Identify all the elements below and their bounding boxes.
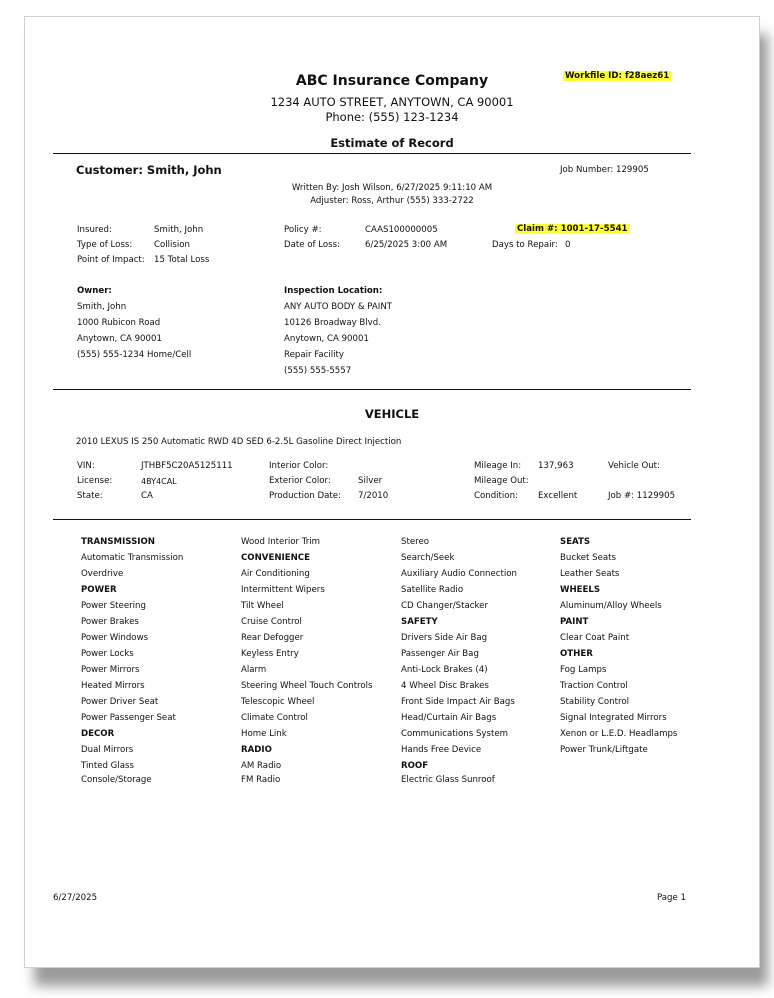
inspection-heading: Inspection Location: bbox=[284, 286, 383, 296]
owner-line: Anytown, CA 90001 bbox=[77, 334, 162, 344]
option-item: Stability Control bbox=[560, 697, 629, 707]
workfile-label: Workfile ID: bbox=[565, 71, 622, 81]
option-item: Alarm bbox=[241, 665, 267, 675]
policy-label: Policy #: bbox=[284, 225, 322, 235]
job-number-vehicle: Job #: 1129905 bbox=[608, 491, 676, 501]
production-date-label: Production Date: bbox=[269, 491, 341, 501]
option-item: Fog Lamps bbox=[560, 665, 607, 675]
vehicle-divider bbox=[53, 519, 691, 520]
option-item: Tilt Wheel bbox=[241, 601, 284, 611]
option-item: Anti-Lock Brakes (4) bbox=[401, 665, 488, 675]
option-category: SAFETY bbox=[401, 617, 438, 627]
mileage-out-label: Mileage Out: bbox=[474, 476, 529, 486]
mileage-in-label: Mileage In: bbox=[474, 461, 522, 471]
option-category: WHEELS bbox=[560, 585, 601, 595]
option-item: Front Side Impact Air Bags bbox=[401, 697, 515, 707]
vehicle-out-label: Vehicle Out: bbox=[608, 461, 660, 471]
condition-label: Condition: bbox=[474, 491, 518, 501]
option-item: Auxiliary Audio Connection bbox=[401, 569, 517, 579]
option-item: Power Driver Seat bbox=[81, 697, 159, 707]
option-item: Bucket Seats bbox=[560, 553, 616, 563]
job-number: Job Number: 129905 bbox=[560, 165, 649, 175]
loss-type-label: Type of Loss: bbox=[77, 240, 133, 250]
option-category: OTHER bbox=[560, 649, 593, 659]
option-item: Clear Coat Paint bbox=[560, 633, 630, 643]
option-item: Home Link bbox=[241, 729, 287, 739]
license-label: License: bbox=[77, 476, 113, 486]
option-item: Rear Defogger bbox=[241, 633, 304, 643]
option-item: Stereo bbox=[401, 537, 430, 547]
option-item: Climate Control bbox=[241, 713, 308, 723]
option-item: Leather Seats bbox=[560, 569, 620, 579]
option-category: CONVENIENCE bbox=[241, 553, 310, 563]
owner-line: (555) 555-1234 Home/Cell bbox=[77, 350, 192, 360]
document-title: Estimate of Record bbox=[330, 136, 454, 150]
company-name: ABC Insurance Company bbox=[295, 73, 489, 89]
loss-date-value: 6/25/2025 3:00 AM bbox=[365, 240, 448, 250]
option-item: Heated Mirrors bbox=[81, 681, 145, 691]
option-item: Power Windows bbox=[81, 633, 149, 643]
option-item: Traction Control bbox=[560, 681, 628, 691]
option-item: Passenger Air Bag bbox=[401, 649, 479, 659]
option-category: TRANSMISSION bbox=[81, 537, 155, 547]
option-item: Power Locks bbox=[81, 649, 134, 659]
header-divider bbox=[53, 153, 691, 154]
customer-name: Customer: Smith, John bbox=[76, 163, 222, 177]
option-item: Head/Curtain Air Bags bbox=[401, 713, 497, 723]
option-item: Communications System bbox=[401, 729, 508, 739]
vin-label: VIN: bbox=[77, 461, 95, 471]
policy-value: CAAS100000005 bbox=[365, 225, 438, 235]
company-address: 1234 AUTO STREET, ANYTOWN, CA 90001 bbox=[270, 95, 514, 109]
claim-label: Claim #: bbox=[517, 224, 558, 234]
option-item: Cruise Control bbox=[241, 617, 302, 627]
owner-line: 1000 Rubicon Road bbox=[77, 318, 161, 328]
option-item: Console/Storage bbox=[81, 775, 152, 785]
owner-line: Smith, John bbox=[77, 302, 127, 312]
option-item: FM Radio bbox=[241, 775, 281, 785]
mileage-in-value: 137,963 bbox=[538, 461, 574, 471]
option-item: 4 Wheel Disc Brakes bbox=[401, 681, 489, 691]
option-item: Power Brakes bbox=[81, 617, 139, 627]
insured-value: Smith, John bbox=[154, 225, 204, 235]
vehicle-heading: VEHICLE bbox=[364, 407, 420, 421]
exterior-color-label: Exterior Color: bbox=[269, 476, 331, 486]
days-to-repair-label: Days to Repair: bbox=[492, 240, 558, 250]
option-item: Intermittent Wipers bbox=[241, 585, 325, 595]
vehicle-description: 2010 LEXUS IS 250 Automatic RWD 4D SED 6-2.5L Gasoline Direct Injection bbox=[76, 437, 402, 447]
inspection-line: ANY AUTO BODY & PAINT bbox=[284, 302, 392, 312]
option-item: Satellite Radio bbox=[401, 585, 464, 595]
option-category: RADIO bbox=[241, 745, 272, 755]
license-value: 4BY4CAL bbox=[141, 477, 177, 486]
claim-value: 1001-17-5541 bbox=[560, 224, 628, 234]
condition-value: Excellent bbox=[538, 491, 578, 501]
option-item: Wood Interior Trim bbox=[241, 537, 321, 547]
option-item: Keyless Entry bbox=[241, 649, 299, 659]
option-item: Power Passenger Seat bbox=[81, 713, 176, 723]
claim-number bbox=[515, 224, 630, 234]
option-item: Tinted Glass bbox=[81, 761, 134, 771]
option-item: AM Radio bbox=[241, 761, 282, 771]
owner-divider bbox=[53, 389, 691, 390]
option-item: Air Conditioning bbox=[241, 569, 310, 579]
option-item: Xenon or L.E.D. Headlamps bbox=[560, 729, 678, 739]
loss-type-value: Collision bbox=[154, 240, 190, 250]
option-item: Steering Wheel Touch Controls bbox=[241, 681, 373, 691]
option-item: Electric Glass Sunroof bbox=[401, 775, 495, 785]
option-item: Power Steering bbox=[81, 601, 146, 611]
state-label: State: bbox=[77, 491, 103, 501]
option-item: Search/Seek bbox=[401, 553, 455, 563]
option-item: Power Trunk/Liftgate bbox=[560, 745, 648, 755]
option-item: CD Changer/Stacker bbox=[401, 601, 488, 611]
vin-value: JTHBF5C20A5125111 bbox=[141, 461, 233, 471]
impact-label: Point of Impact: bbox=[77, 255, 145, 265]
option-item: Telescopic Wheel bbox=[241, 697, 315, 707]
workfile-id bbox=[563, 71, 671, 81]
insured-label: Insured: bbox=[77, 225, 112, 235]
workfile-value: f28aez61 bbox=[624, 71, 670, 81]
loss-date-label: Date of Loss: bbox=[284, 240, 341, 250]
company-phone: Phone: (555) 123-1234 bbox=[325, 110, 459, 124]
inspection-line: 10126 Broadway Blvd. bbox=[284, 318, 381, 328]
option-item: Automatic Transmission bbox=[81, 553, 184, 563]
footer-page: Page 1 bbox=[657, 893, 687, 903]
production-date-value: 7/2010 bbox=[358, 491, 389, 501]
inspection-line: (555) 555-5557 bbox=[284, 366, 352, 376]
option-item: Drivers Side Air Bag bbox=[401, 633, 488, 643]
option-item: Overdrive bbox=[81, 569, 124, 579]
option-category: DECOR bbox=[81, 729, 115, 739]
option-item: Dual Mirrors bbox=[81, 745, 134, 755]
days-to-repair-value: 0 bbox=[565, 240, 571, 250]
option-category: POWER bbox=[81, 585, 117, 595]
owner-heading: Owner: bbox=[77, 286, 112, 296]
option-item: Aluminum/Alloy Wheels bbox=[560, 601, 662, 611]
option-category: SEATS bbox=[560, 537, 591, 547]
option-item: Power Mirrors bbox=[81, 665, 140, 675]
option-category: PAINT bbox=[560, 617, 589, 627]
exterior-color-value: Silver bbox=[358, 476, 383, 486]
inspection-line: Repair Facility bbox=[284, 350, 345, 360]
option-category: ROOF bbox=[401, 761, 429, 771]
adjuster: Adjuster: Ross, Arthur (555) 333-2722 bbox=[310, 196, 474, 206]
option-item: Hands Free Device bbox=[401, 745, 482, 755]
option-item: Signal Integrated Mirrors bbox=[560, 713, 667, 723]
inspection-line: Anytown, CA 90001 bbox=[284, 334, 369, 344]
footer-date: 6/27/2025 bbox=[53, 893, 98, 903]
interior-color-label: Interior Color: bbox=[269, 461, 329, 471]
state-value: CA bbox=[141, 491, 153, 501]
impact-value: 15 Total Loss bbox=[154, 255, 210, 265]
written-by: Written By: Josh Wilson, 6/27/2025 9:11:10 AM bbox=[291, 183, 493, 193]
estimate-page bbox=[24, 16, 760, 968]
